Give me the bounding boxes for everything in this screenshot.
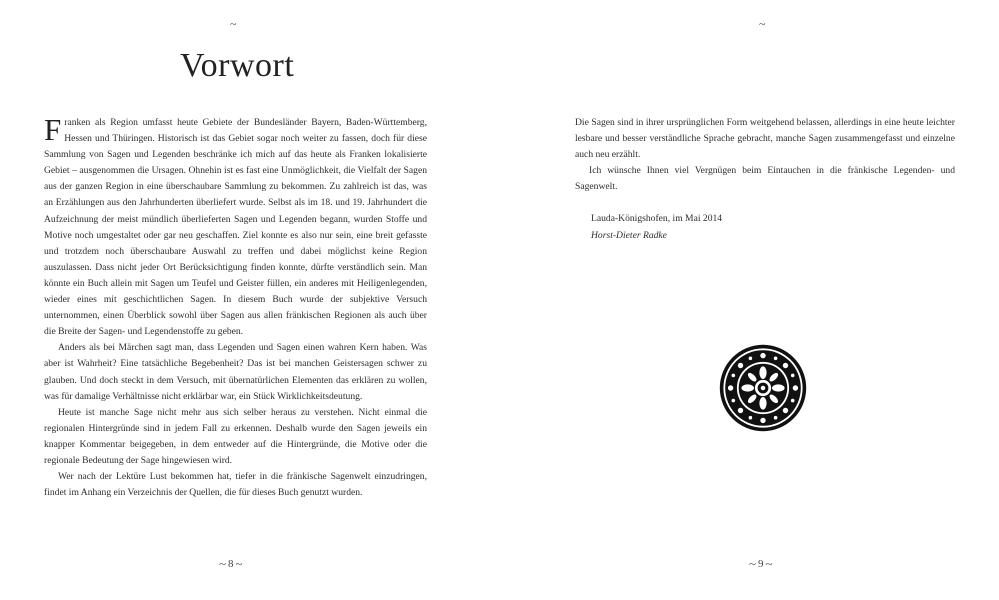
place-date: Lauda-Königshofen, im Mai 2014: [591, 213, 723, 225]
page-number-right: [749, 556, 773, 572]
foreword-text: [44, 112, 427, 501]
page-number-value: 8: [228, 558, 234, 570]
paragraph-4: Wer nach der Lektüre Lust bekommen hat, tiefer in die fränkische Sagenwelt einzudringen, findet im Anhang ein Verzeichnis der Quellen, die für dieses Buch genutzt wurden.: [44, 471, 427, 499]
drop-cap: F: [44, 112, 62, 147]
paragraph-3: Heute ist manche Sage nicht mehr aus sich selber heraus zu verstehen. Nicht einmal die regionalen Hintergründe sind in jedem Fall zu erkennen. Deshalb wurde den Sagen jeweils ein knapper Kommentar beigegeben, in dem entweder auf die Hintergründe, die Motive oder die regionale Bedeutung der Sage hingewiesen wird.: [44, 406, 427, 466]
paragraph-1-text: ranken als Region umfasst heute Gebiete der Bundesländer Bayern, Baden-Württemberg, Hessen und Thüringen. Historisch ist das Gebiet sogar noch weiter zu fassen, doch für diese Sammlung von Sagen und Legenden beschränke ich mich auf das heute als Franken lokalisierte Gebiet – ausgenommen die Ursagen. Ohnehin ist es fast eine Unmöglichkeit, die Vielfalt der Sagen aus der ganzen Region in eine überschaubare Sammlung zu bekommen. Zu zahlreich ist das, was an Erzählungen aus den Jahrhunderten überliefert wurde. Selbst als im 18. und 19. Jahrhundert die Aufzeichnung der meist mündlich überlieferten Sagen und Legenden begann, wurden Stoffe und Motive noch umgestaltet oder gar neu geschaffen. Ziel konnte es also nur sein, eine breit gefasste und trotzdem noch überschaubare Auswahl zu treffen und dabei möglichst keine Region auszulassen. Dass nicht jeder Ort Berücksichtigung finden konnte, dürfte verständlich sein. Man könnte ein Buch allein mit Sagen um Teufel und Geister füllen, ein anderes mit Heiligenlegenden, wieder eines mit geschichtlichen Sagen. In diesem Buch wurde der subjektive Versuch unternommen, einen Überblick sowohl über Sagen aus allen fränkischen Regionen als auch über die Breite der Sagen- und Legendenstoffe zu geben.: [44, 117, 427, 338]
header-ornament: ~: [230, 17, 237, 31]
left-page: [0, 0, 499, 600]
paragraph-5: Die Sagen sind in ihrer ursprünglichen Form weitgehend belassen, allerdings in eine heute leichter lesbare und besser verständliche Sprache gebracht, manche Sagen zusammengefasst und einzelne auch neu erzählt.: [575, 117, 955, 161]
paragraph-2: Anders als bei Märchen sagt man, dass Legenden und Sagen einen wahren Kern haben. Was aber ist Wahrheit? Eine tatsächliche Begebenheit? Das ist bei manchen Geistersagen schwer zu glauben. Und doch steckt in dem Versuch, mit übernatürlichen Elementen das erklären zu wollen, was für damalige Verhältnisse nicht erklärbar war, ein Stück Wirklichkeitsdeutung.: [44, 342, 427, 402]
right-page: [500, 0, 999, 600]
spacer: [575, 195, 955, 211]
page-number-ornament: ~: [749, 556, 757, 571]
author-signature: Horst-Dieter Radke: [591, 229, 667, 241]
paragraph-1: [44, 112, 427, 340]
paragraph-6: Ich wünsche Ihnen viel Vergnügen beim Eintauchen in die fränkische Legenden- und Sagenwelt.: [575, 165, 955, 193]
page-title: Vorwort: [180, 47, 295, 84]
page-number-ornament: ~: [219, 556, 227, 571]
foreword-continuation: [575, 115, 955, 244]
page-number-ornament: ~: [235, 556, 243, 571]
header-ornament: ~: [759, 17, 766, 31]
rosette-ornament-icon: [718, 343, 808, 433]
page-number-value: 9: [758, 558, 764, 570]
page-number-ornament: ~: [765, 556, 773, 571]
page-number-left: [219, 556, 243, 572]
